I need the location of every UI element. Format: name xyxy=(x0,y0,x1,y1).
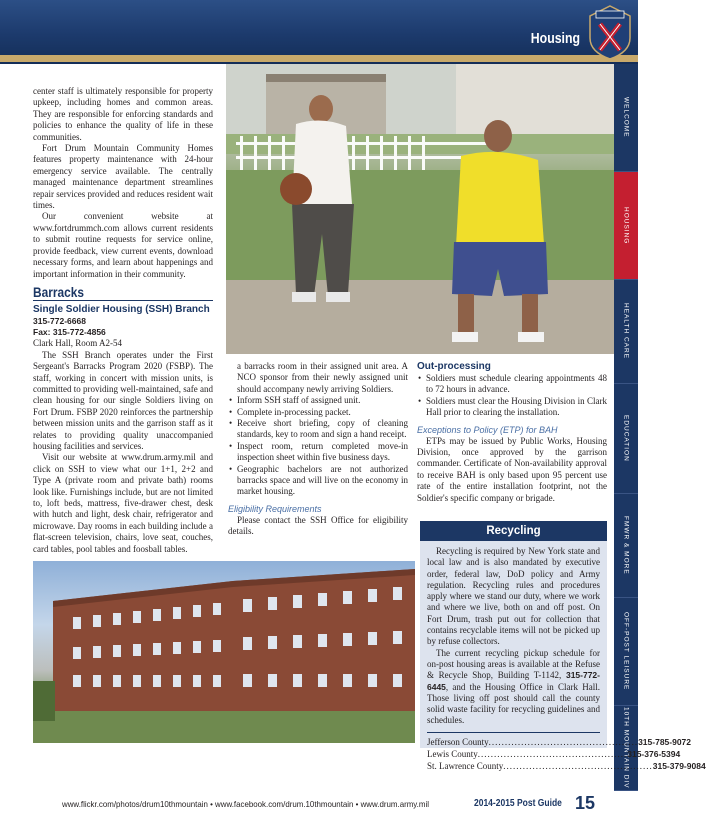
ssh-phone: 315-772-6668 xyxy=(33,316,86,327)
page-footer xyxy=(0,793,614,817)
ssh-heading: Single Soldier Housing (SSH) Branch xyxy=(33,304,210,316)
page-number: 15 xyxy=(575,793,596,813)
basketball-photo xyxy=(226,64,614,354)
list-item: • Receive short briefing, copy of cleaning standards, key to room and sign a hand receipt. xyxy=(228,418,408,441)
10th-mountain-insignia-icon xyxy=(588,4,632,60)
county-phone: 315-376-5394 xyxy=(627,748,681,759)
county-phone: 315-785-9072 xyxy=(638,736,692,747)
sidebar-item-label: EDUCATION xyxy=(622,415,630,462)
list-item: • Inform SSH staff of assigned unit. xyxy=(228,395,408,406)
sidebar-item-welcome[interactable] xyxy=(614,64,638,172)
sidebar-item-label: OFF-POST LEISURE xyxy=(622,612,630,691)
recycling-schedule-paragraph xyxy=(427,648,600,727)
inprocessing-continued: a barracks room in their assigned unit area. A NCO sponsor from their newly assigned unit should accompany newly arriving Soldiers. xyxy=(237,361,408,394)
list-item: • Complete in-processing packet. xyxy=(228,407,408,418)
list-item: • Inspect room, return completed move-in inspection sheet within five business days. xyxy=(228,441,408,464)
county-name: St. Lawrence County xyxy=(427,760,504,771)
sidebar-item-label: FMWR & MORE xyxy=(622,516,630,575)
header-gold-band xyxy=(0,55,638,62)
recycling-schedule-text-end: , and the Housing Office in Clark Hall. Those living off post should call the county solid waste facility for recycling guidelines and schedules. xyxy=(427,681,600,726)
etp-heading: Exceptions to Policy (ETP) for BAH xyxy=(417,424,558,435)
etp-text: ETPs may be issued by Public Works, Housing Division, once approved by the garrison commander. Certificate of Non-availability approval to receive BAH is only based upon 95 percent use rate of the entire installation footprint, not the Soldier's specific company or brigade. xyxy=(417,435,607,503)
leader-dots: .............................................. xyxy=(477,748,628,759)
county-name: Lewis County xyxy=(427,748,478,759)
list-item: • Soldiers must clear the Housing Division in Clark Hall prior to clearing the installation. xyxy=(417,396,607,419)
ssh-fax: Fax: 315-772-4856 xyxy=(33,327,106,338)
sidebar-item-label: 10TH MOUNTAIN DIV xyxy=(622,707,630,789)
barracks-building-illustration xyxy=(33,561,415,743)
column-1 xyxy=(33,86,213,596)
barracks-heading: Barracks xyxy=(33,283,84,300)
website-paragraph: Our convenient website at www.fortdrummch.com allows current residents to submit routine requests for service online, provide feedback, view current events, download necessary forms, and learn about happenings and important information in their community. xyxy=(33,211,213,279)
county-rule xyxy=(427,732,600,733)
county-row xyxy=(420,760,706,772)
recycling-paragraph: Recycling is required by New York state and local law and is also mandated by executive order, federal law, DoD policy and Army regulation. Recycling rules and procedures apply where we stand our duty, where we work and where we live, both on and off post. On Fort Drum, trash put out for collection that contains recyclable items will not be picked up by refuse collectors. xyxy=(427,546,600,647)
page-header xyxy=(0,0,638,64)
list-item: • Geographic bachelors are not authorized barracks space and will live on the economy in market housing. xyxy=(228,464,408,498)
basketball-photo-illustration xyxy=(226,64,614,354)
county-row xyxy=(420,748,681,760)
eligibility-text: Please contact the SSH Office for eligibility details. xyxy=(228,514,408,537)
sidebar-item-housing[interactable] xyxy=(614,172,638,280)
recycling-body xyxy=(420,541,607,727)
section-title: Housing xyxy=(530,30,580,47)
footer-guide-title: 2014-2015 Post Guide xyxy=(474,798,562,809)
sidebar-item-education[interactable] xyxy=(614,384,638,494)
ssh-address: Clark Hall, Room A2-54 xyxy=(33,338,122,349)
sidebar-item-fmwr[interactable] xyxy=(614,494,638,598)
leader-dots: .............................................. xyxy=(503,760,653,771)
intro-paragraph: center staff is ultimately responsible for property upkeep, including homes and common areas. They are responsible for enforcing standards and policies to enhance the quality of life in these communities. xyxy=(33,86,213,142)
list-item: • Soldiers must schedule clearing appointments 48 to 72 hours in advance. xyxy=(417,373,607,396)
rooms-paragraph: Visit our website at www.drum.army.mil and click on SSH to view what our 1+1, 2+2 and Type A (private room and private bath) rooms look like. Furnishings include, but are not limited to, loft beds, mattress, five-drawer chest, desk with hutch and light, desk chair, refrigerator and microwave. Day rooms in each building include a flat-screen television, chairs, love seat, couches, card tables, pool tables and foosball tables. xyxy=(33,452,213,554)
recycling-heading: Recycling xyxy=(420,521,607,541)
sidebar-item-off-post-leisure[interactable] xyxy=(614,598,638,706)
inprocessing-steps xyxy=(228,395,408,498)
footer-links[interactable]: www.flickr.com/photos/drum10thmountain • www.facebook.com/drum.10thmountain • www.drum.army.mil xyxy=(62,799,429,809)
county-row xyxy=(420,736,692,748)
outprocessing-heading: Out-processing xyxy=(417,361,491,372)
outprocessing-list xyxy=(417,373,607,419)
leader-dots: .............................................. xyxy=(488,736,639,747)
column-2 xyxy=(228,361,408,538)
eligibility-heading: Eligibility Requirements xyxy=(228,503,322,514)
sidebar-item-label: HEALTH CARE xyxy=(622,303,630,360)
fsbp-paragraph: The SSH Branch operates under the First Sergeant's Barracks Program 2020 (FSBP). The staff, working in concert with mission units, is committed to providing well-maintained, safe and clean housing for our single Soldiers living on Fort Drum. FSBP 2020 reinforces the partnership between mission units and the garrison staff as it relates to providing quality unaccompanied housing facilities and services. xyxy=(33,349,213,451)
section-sidebar xyxy=(614,64,638,791)
column-3 xyxy=(417,361,607,504)
barracks-building-photo xyxy=(33,561,415,743)
sidebar-item-health-care[interactable] xyxy=(614,280,638,384)
heading-rule xyxy=(33,300,213,301)
recycle-shop-phone: 315-772-6445 xyxy=(427,670,600,692)
maintenance-paragraph: Fort Drum Mountain Community Homes features property maintenance with 24-hour emergency service available. The centrally managed maintenance department streamlines repair services provided and reduces resident wait times. xyxy=(33,143,213,211)
recycling-schedule-text: The current recycling pickup schedule for on-post housing areas is available at the Refuse & Recycle Shop, Building T-1142, xyxy=(427,647,600,681)
county-phone: 315-379-9084 xyxy=(652,760,706,771)
county-name: Jefferson County xyxy=(427,736,489,747)
sidebar-item-label: WELCOME xyxy=(622,97,630,138)
sidebar-item-label: HOUSING xyxy=(622,206,630,245)
